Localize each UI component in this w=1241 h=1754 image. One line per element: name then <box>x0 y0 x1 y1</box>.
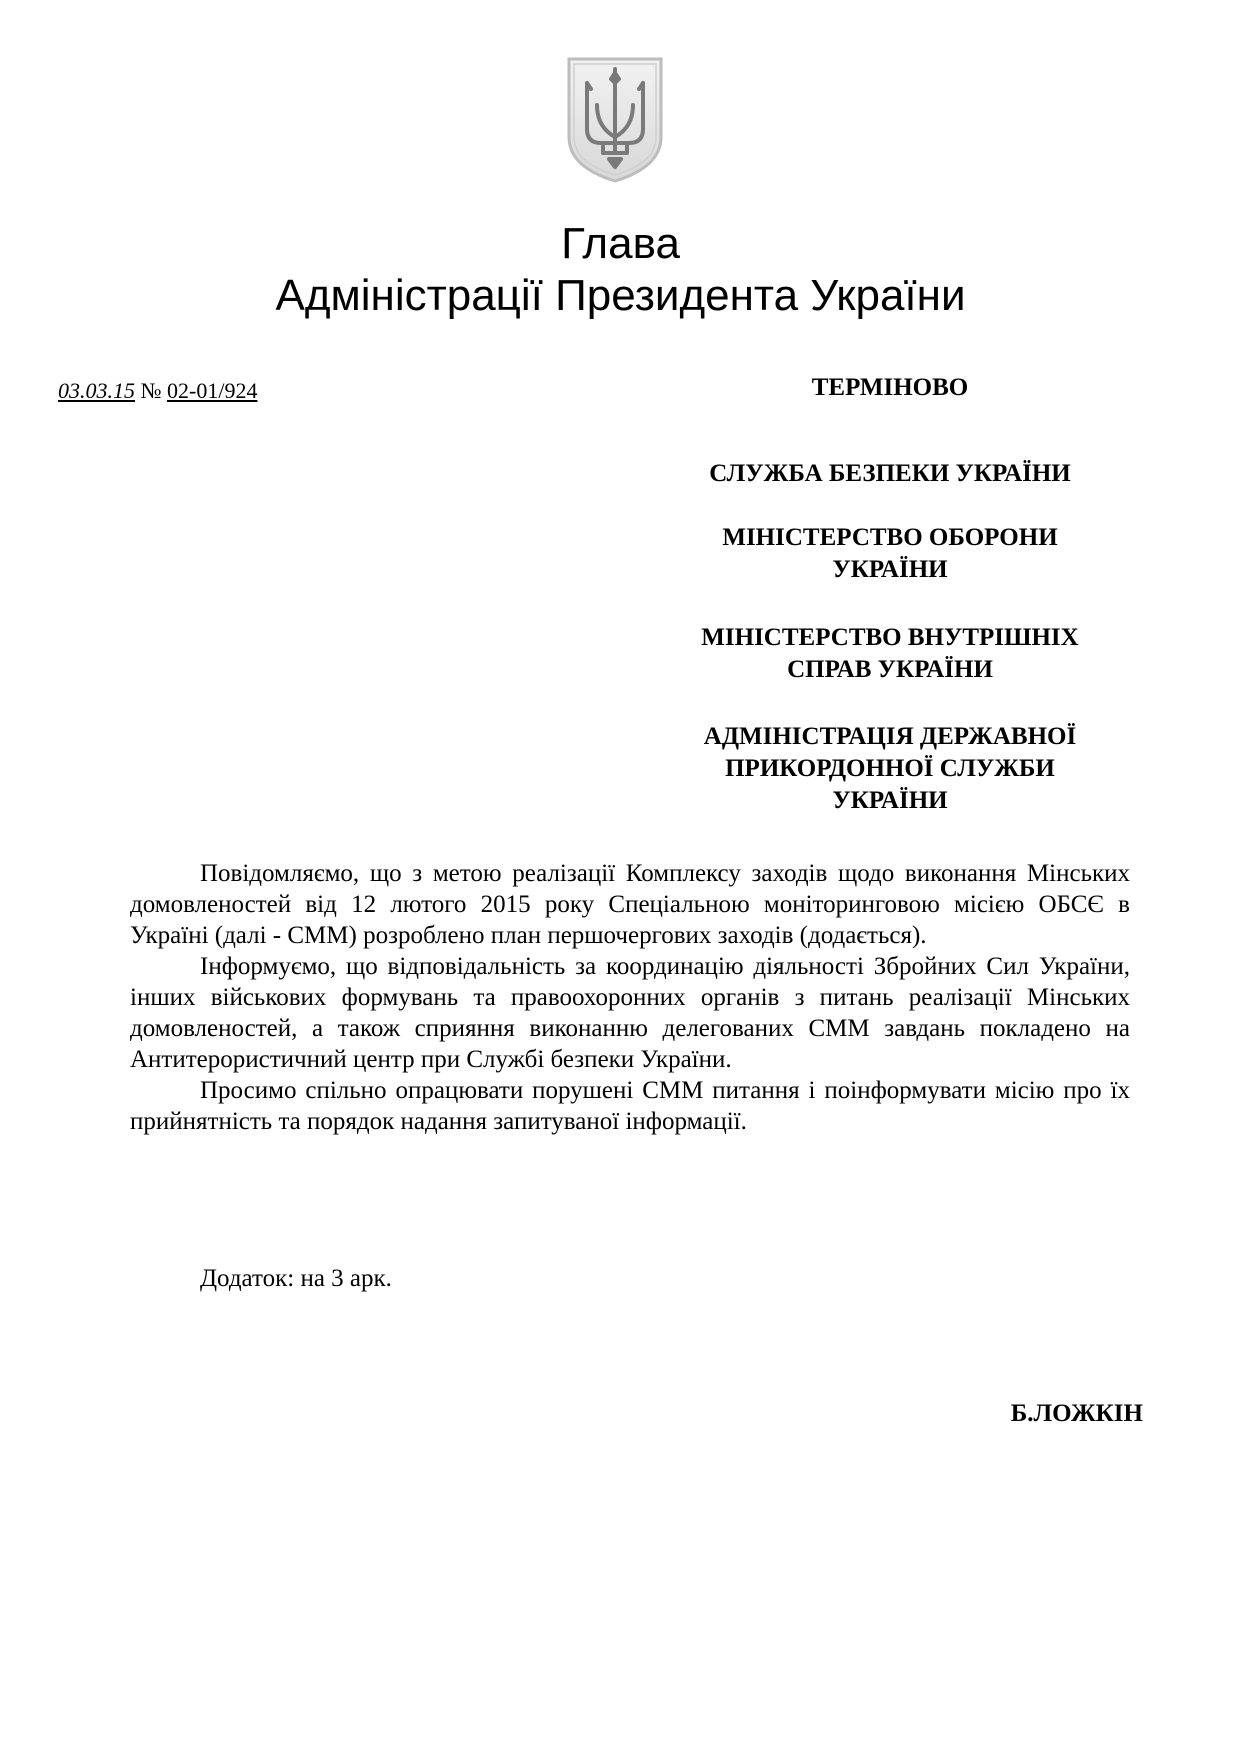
document-number: 02-01/924 <box>167 378 258 403</box>
signatory-name: Б.ЛОЖКІН <box>1010 1400 1143 1427</box>
body-paragraph: Повідомляємо, що з метою реалізації Комплексу заходів щодо виконання Мінських домовленостей від 12 лютого 2015 року Спеціальною моніторинговою місією ОБСЄ в Україні (далі - СММ) розроблено план першочергових заходів (додається). <box>130 860 1130 949</box>
body-paragraph: Інформуємо, що відповідальність за координацію діяльності Збройних Сил України, інших військових формувань та правоохоронних органів з питань реалізації Мінських домовленостей, а також сприяння виконанню делегованих СММ завдань покладено на Антитерористичний центр при Службі безпеки України. <box>130 953 1130 1073</box>
addressee-ministry-defense <box>610 522 1170 586</box>
addressee-line: МІНІСТЕРСТВО ВНУТРІШНІХ <box>701 624 1079 651</box>
addressee-line: СПРАВ УКРАЇНИ <box>787 656 993 683</box>
addressee-line: АДМІНІСТРАЦІЯ ДЕРЖАВНОЇ <box>703 723 1077 750</box>
addressee-line: УКРАЇНИ <box>832 787 948 814</box>
body-paragraph: Просимо спільно опрацювати порушені СММ питання і поінформувати місію про їх прийнятність та порядок надання запитуваної інформації. <box>130 1077 1130 1135</box>
attachment-note: Додаток: на 3 арк. <box>200 1265 392 1292</box>
page-subtitle: Адміністрації Президента України <box>275 271 966 320</box>
registration-number <box>58 377 257 405</box>
registration-date: 03.03.15 <box>58 378 135 403</box>
addressee-line: МІНІСТЕРСТВО ОБОРОНИ <box>722 524 1058 551</box>
addressee-security-service <box>610 458 1170 490</box>
addressee-line: ПРИКОРДОННОЇ СЛУЖБИ <box>725 755 1055 782</box>
urgency-mark: ТЕРМІНОВО <box>811 374 969 401</box>
letter-body <box>130 858 1130 1137</box>
page-title: Глава <box>561 219 680 268</box>
addressee-border-service <box>610 721 1170 817</box>
addressee-ministry-interior <box>610 622 1170 686</box>
coat-of-arms-icon <box>565 55 665 185</box>
addressee-line: СЛУЖБА БЕЗПЕКИ УКРАЇНИ <box>709 460 1071 487</box>
addressee-line: УКРАЇНИ <box>832 556 948 583</box>
number-sign: № <box>140 378 162 403</box>
